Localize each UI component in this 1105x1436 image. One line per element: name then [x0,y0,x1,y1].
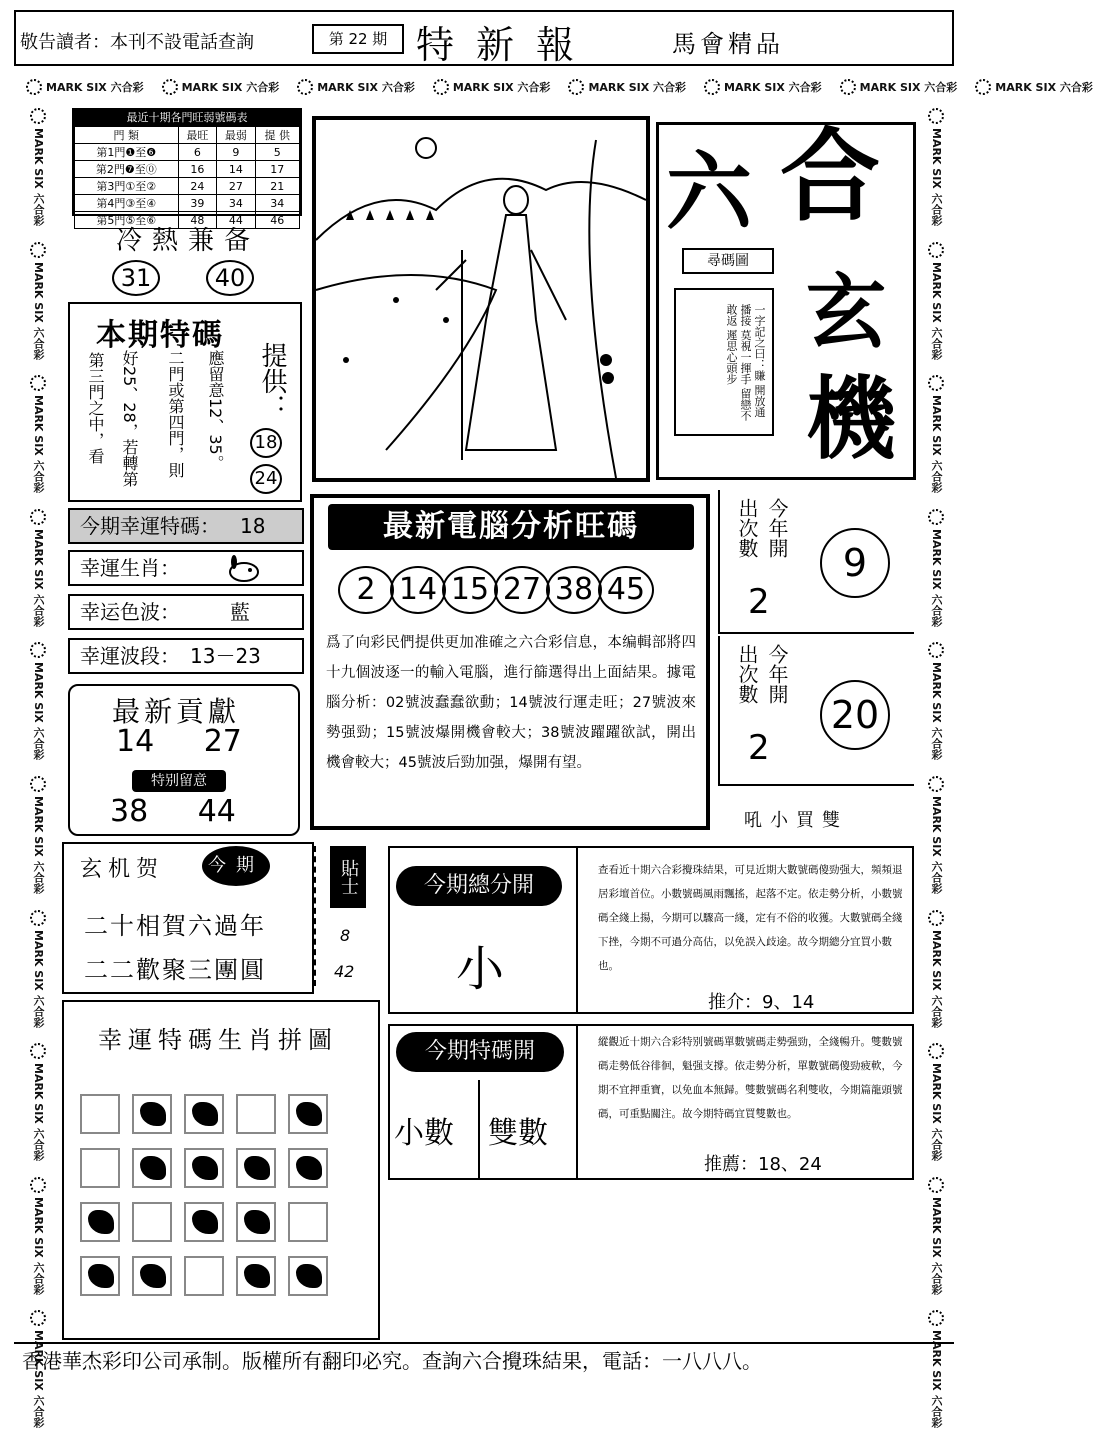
table-cell: 第5門⑤至⑥ [75,212,179,229]
table-header: 最旺 [178,127,217,144]
flower-icon [30,776,46,792]
mark-six-text: MARK SIX 六合彩 [930,929,943,1028]
lucky-number-ball: 2 [338,566,394,614]
mark-six-text: MARK SIX 六合彩 [724,81,822,94]
mark-six-logo [928,501,944,635]
mark-six-logo [30,234,46,368]
tips-number: 42 [334,962,355,981]
stat-count: 2 [748,728,770,768]
table-cell: 27 [217,178,256,195]
lucky-label: 今期幸運特碼： [80,514,220,538]
mark-six-logo [562,79,698,95]
flower-icon [30,375,46,391]
table-cell: 第4門③至④ [75,195,179,212]
mark-six-logo [834,79,970,95]
mark-six-text: MARK SIX 六合彩 [452,81,551,94]
attention-numbers: 38 44 [110,794,236,829]
analysis-text: 爲了向彩民們提供更加准確之六合彩信息，本编輯部將四十九個波逐一的輸入電腦，進行篩選得出上面結果。據電腦分析：02號波蠢蠢欲動；14號波行運走旺；27號波來勢强勁；15號波爆開機會較大；38號波躍躍欲試，開出機會較大；45號波后勁加强，爆開有望。 [326,635,696,771]
total-open-value: 小 [456,941,505,997]
mark-six-logo [30,634,46,768]
puzzle-tile [80,1094,120,1134]
table-header-row [75,127,300,144]
analysis-numbers [338,566,650,614]
mark-six-text: MARK SIX 六合彩 [32,1330,45,1429]
xuanji-title: 玄机贺 [80,857,165,882]
scholar-drawing [316,120,646,478]
mark-six-logo [427,79,563,95]
puzzle-tile [236,1256,276,1296]
flower-icon [162,79,178,95]
issue-number: 第 22 期 [312,24,404,54]
flower-icon [928,776,944,792]
puzzle-tile [132,1256,172,1296]
mark-six-text: MARK SIX 六合彩 [32,796,45,894]
flower-icon [928,509,944,525]
puzzle-tile [184,1094,224,1134]
mark-six-text: MARK SIX 六合彩 [32,662,45,761]
special-open-value: 小數 [394,1116,454,1151]
puzzle-tile [236,1202,276,1242]
puzzle-title: 幸運特碼生肖拼圖 [98,1026,338,1054]
lucky-label: 幸运色波： [80,600,180,624]
tip-label: 提供： [257,342,287,420]
special-code-text-col: 應留意12、35。 [206,350,225,471]
paper-name: 特新報 [416,23,597,67]
mark-six-logo [30,100,46,234]
mark-six-text: MARK SIX 六合彩 [588,81,687,94]
flower-icon [30,509,46,525]
flower-icon [26,79,42,95]
border-strip-top [20,72,1093,102]
mark-six-text: MARK SIX 六合彩 [930,1196,943,1295]
mark-six-logo [928,100,944,234]
table-cell: 16 [178,161,217,178]
title-glyph: 玄 [806,265,886,359]
hot-cold-number: 40 [206,260,254,296]
puzzle-tile [236,1148,276,1188]
flower-icon [928,108,944,124]
total-open-text: 查看近十期六合彩攪珠結果，可見近期大數號碼傻勁强大，頻頻退居彩壇首位。小數號碼風雨飄搖，起落不定。依走勢分析，小數號碼全綫上揚，今期可以驟高一綫，定有不俗的收獲。大數號碼全綫下挫，今期不可過分高估，以免誤入歧途。故今期總分宜買小數也。 [598,864,903,972]
mark-six-text: MARK SIX 六合彩 [930,261,943,360]
flower-icon [30,642,46,658]
table-cell: 17 [255,161,299,178]
puzzle-tile [132,1094,172,1134]
flower-icon [30,910,46,926]
mark-six-text: MARK SIX 六合彩 [32,1063,45,1161]
puzzle-tile [184,1202,224,1242]
puzzle-tile [132,1202,172,1242]
flower-icon [928,910,944,926]
table-cell: 5 [255,144,299,161]
mark-six-text: MARK SIX 六合彩 [930,128,943,226]
flower-icon [928,1177,944,1193]
mark-six-logo [30,367,46,501]
poem-scroll [674,288,774,436]
lucky-value: 18 [240,514,266,538]
puzzle-tile [288,1148,328,1188]
table-cell: 48 [178,212,217,229]
flower-icon [840,79,856,95]
stat-box [718,636,914,786]
mark-six-logo [928,1169,944,1303]
flower-icon [975,79,991,95]
mark-six-logo [156,79,292,95]
divider [576,848,578,1014]
flower-icon [30,1177,46,1193]
table-cell: 第2門❼至⓪ [75,161,179,178]
puzzle-tile [288,1202,328,1242]
puzzle-tile [288,1256,328,1296]
border-strip-left [20,100,56,1429]
flower-icon [928,1310,944,1326]
special-open-text: 縱觀近十期六合彩特别號碼單數號碼走勢强勁，全綫暢升。雙數號碼走勢低谷徘徊，魁强支撐。依走勢分析，單數號碼傻勁疲軟，今期不宜押重寶，以免血本無歸。雙數號碼名利雙收，今期篇龍頭號碼，可重點關注。故今期特碼宜買雙數也。 [598,1036,903,1120]
hot-cold-number: 31 [112,260,160,296]
stat-label: 今年開 [765,644,789,704]
mark-six-text: MARK SIX 六合彩 [930,395,943,493]
special-code-text-col: 二門或第四門，則 [166,350,185,478]
scholar-illustration [312,116,650,482]
table-cell: 24 [178,178,217,195]
puzzle-tile [184,1148,224,1188]
lucky-range-row [68,638,304,674]
puzzle-tile [80,1148,120,1188]
stat-box [718,490,914,634]
table-header: 最弱 [217,127,256,144]
lucky-value: 13－23 [190,644,261,668]
flower-icon [928,1043,944,1059]
attention-badge: 特别留意 [132,770,226,792]
mark-six-logo [928,634,944,768]
tip-number: 24 [250,464,282,494]
lucky-label: 幸運波段： [80,644,180,668]
stat-label: 出次數 [735,644,759,704]
mark-six-logo [969,79,1105,95]
mark-six-logo [30,768,46,902]
mark-six-text: MARK SIX 六合彩 [32,395,45,493]
flower-icon [433,79,449,95]
table-row [75,178,300,195]
lucky-number-ball: 15 [442,566,498,614]
table-cell: 14 [217,161,256,178]
stat-label: 今年開 [765,498,789,558]
special-recommendation: 推薦：18、24 [704,1154,822,1175]
lucky-number-ball: 14 [390,566,446,614]
puzzle-tile [184,1256,224,1296]
table-cell: 9 [217,144,256,161]
special-code-text-col: 第三門之中，看 [86,352,105,464]
puzzle-grid [80,1094,328,1296]
flower-icon [928,375,944,391]
mark-six-text: MARK SIX 六合彩 [930,528,943,627]
xuanji-line: 二二歡聚三團圓 [84,956,266,984]
mark-six-text: MARK SIX 六合彩 [32,1196,45,1295]
title-glyph: 合 [780,117,880,235]
mark-six-logo [30,1035,46,1169]
mark-six-text: MARK SIX 六合彩 [32,929,45,1028]
table-title: 最近十期各門旺弱號碼表 [74,110,300,126]
table-row [75,195,300,212]
mark-six-text: MARK SIX 六合彩 [930,1330,943,1429]
mark-six-logo [928,234,944,368]
mark-six-text: MARK SIX 六合彩 [317,81,415,94]
xuanji-line: 二十相賀六過年 [84,912,266,940]
lucky-color-row [68,594,304,630]
mark-six-logo [30,1169,46,1303]
mark-six-text: MARK SIX 六合彩 [32,261,45,360]
flower-icon [568,79,584,95]
mark-six-logo [928,902,944,1036]
mark-six-logo [698,79,834,95]
tip-number: 18 [250,428,282,458]
table-cell: 21 [255,178,299,195]
tips-badge: 貼士 [330,846,366,908]
title-glyph: 機 [806,366,896,472]
puzzle-tile [288,1094,328,1134]
hot-cold-title: 冷熱兼备 [116,226,261,256]
mark-six-text: MARK SIX 六合彩 [930,796,943,894]
stat-label: 出次數 [735,498,759,558]
tips-number: 8 [340,926,351,945]
total-recommendation: 推介：9、14 [708,992,815,1013]
mark-six-logo [928,367,944,501]
table-cell: 第3門①至② [75,178,179,195]
seek-code-label: 尋碼圖 [682,248,774,274]
title-glyph: 六 [666,142,752,243]
mark-six-text: MARK SIX 六合彩 [995,81,1093,94]
table-cell: 34 [255,195,299,212]
puzzle-tile [236,1094,276,1134]
table-cell: 46 [255,212,299,229]
divider [478,1080,480,1178]
paper-subtitle: 馬會精品 [672,30,784,58]
puzzle-tile [80,1256,120,1296]
mark-six-logo [20,79,156,95]
flower-icon [928,642,944,658]
lucky-special-row [68,508,304,544]
mark-six-text: MARK SIX 六合彩 [32,128,45,226]
zodiac-rabbit-icon [220,556,264,593]
xuanji-badge: 今期 [202,846,270,886]
mark-six-logo [30,501,46,635]
footer: 香港華杰彩印公司承制。版權所有翻印必究。查詢六合攪珠結果，電話：一八八八。 [14,1342,954,1378]
lucky-number-ball: 45 [598,566,654,614]
table-cell: 44 [217,212,256,229]
mark-six-logo [928,1035,944,1169]
analysis-title: 最新電腦分析旺碼 [328,504,694,550]
mark-six-text: MARK SIX 六合彩 [930,662,943,761]
stat-count: 2 [748,582,770,622]
table-header: 門 類 [75,127,179,144]
special-code-title: 本期特碼 [96,318,224,353]
special-open-value: 雙數 [488,1116,548,1151]
contribution-numbers: 14 27 [116,724,242,759]
lucky-number-ball: 27 [494,566,550,614]
mark-six-logo [291,79,427,95]
flower-icon [30,242,46,258]
table-cell: 34 [217,195,256,212]
mark-six-logo [30,902,46,1036]
mark-six-text: MARK SIX 六合彩 [181,81,280,94]
mark-six-logo [928,768,944,902]
puzzle-tile [80,1202,120,1242]
stat-number: 9 [820,528,890,598]
contribution-title: 最新貢獻 [112,695,241,728]
table-cell: 39 [178,195,217,212]
lucky-number-ball: 38 [546,566,602,614]
table-cell: 6 [178,144,217,161]
lucky-value: 藍 [230,600,250,624]
flower-icon [928,242,944,258]
flower-icon [30,1043,46,1059]
flower-icon [297,79,313,95]
mark-six-text: MARK SIX 六合彩 [859,81,958,94]
mark-six-text: MARK SIX 六合彩 [32,528,45,627]
flower-icon [30,1310,46,1326]
border-strip-right [918,100,954,1429]
table-row [75,144,300,161]
special-open-label: 今期特碼開 [396,1032,564,1072]
lucky-zodiac-row [68,550,304,586]
table-cell: 第1門❶至❻ [75,144,179,161]
divider [576,1026,578,1178]
total-open-label: 今期總分開 [396,866,562,906]
reader-notice: 敬告讀者：本刊不設電話查詢 [20,32,254,53]
buy-double-title: 吼小買雙 [744,810,848,831]
flower-icon [704,79,720,95]
lucky-label: 幸運生肖： [80,556,180,580]
puzzle-tile [132,1148,172,1188]
flower-icon [30,108,46,124]
stat-number: 20 [820,680,890,750]
table-row [75,161,300,178]
dashed-divider [314,846,316,986]
mark-six-text: MARK SIX 六合彩 [930,1063,943,1161]
door-numbers-table [72,108,302,227]
mark-six-text: MARK SIX 六合彩 [46,81,144,94]
special-code-text-col: 好25、28，若轉第 [120,350,139,487]
table-header: 提 供 [255,127,299,144]
scroll-poem: 一字記之曰：賺 開放通播接 莫視一揮手 留戀不敢返 遲思心頭步 [725,304,766,421]
